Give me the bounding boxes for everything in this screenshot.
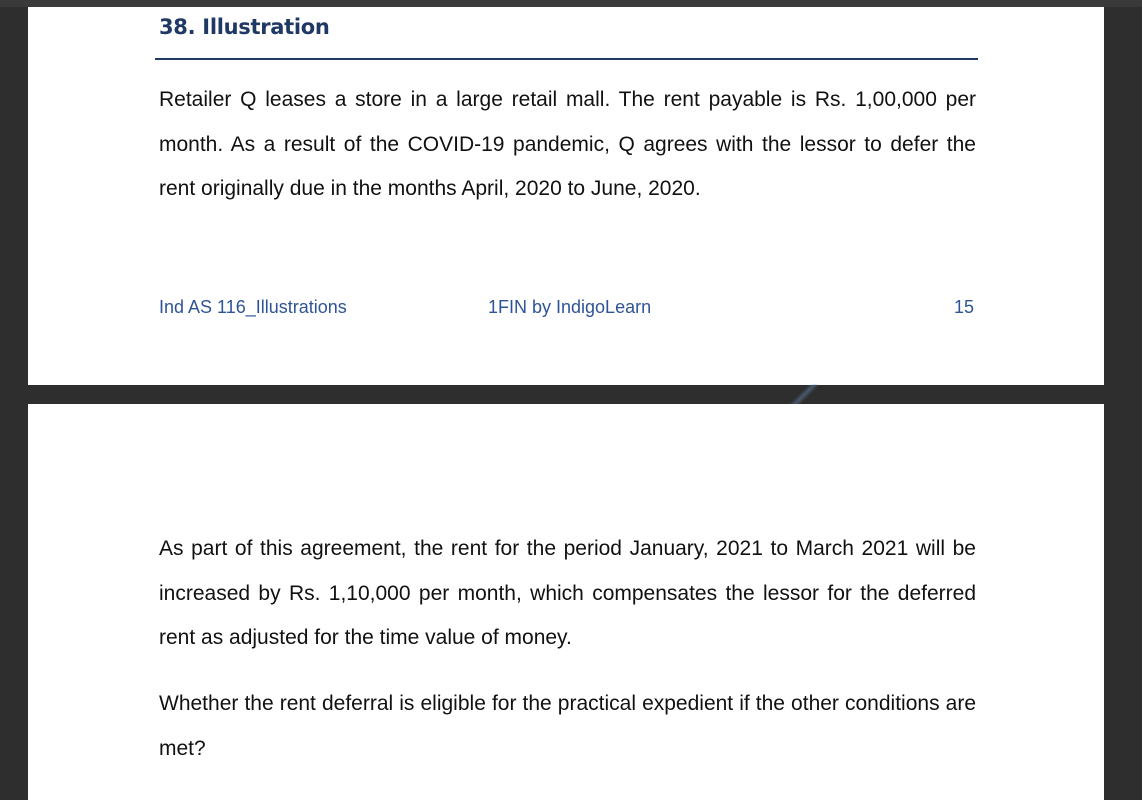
footer-page-number: 15 bbox=[954, 297, 975, 317]
watermark-logo-fragment bbox=[785, 384, 825, 404]
heading-underline bbox=[155, 58, 978, 60]
viewer-top-strip bbox=[0, 0, 1142, 7]
agreement-paragraph: As part of this agreement, the rent for the period January, 2021 to March 2021 will be increased by Rs. 1,10,000 per month, which compensates the lessor for the deferred rent as adjusted for the time value of money. bbox=[159, 537, 976, 649]
illustration-heading: 38. Illustration bbox=[159, 15, 330, 39]
question-paragraph: Whether the rent deferral is eligible for the practical expedient if the other conditions are met? bbox=[159, 692, 976, 760]
footer-document-title: Ind AS 116_Illustrations bbox=[159, 297, 347, 317]
footer-brand: 1FIN by IndigoLearn bbox=[488, 297, 652, 317]
document-page-16 bbox=[28, 404, 1104, 800]
document-page-15 bbox=[28, 7, 1104, 385]
illustration-paragraph: Retailer Q leases a store in a large retail mall. The rent payable is Rs. 1,00,000 per month. As a result of the COVID-19 pandemic, Q agrees with the lessor to defer the rent originally due in the months April, 2020 to June, 2020. bbox=[159, 88, 976, 200]
